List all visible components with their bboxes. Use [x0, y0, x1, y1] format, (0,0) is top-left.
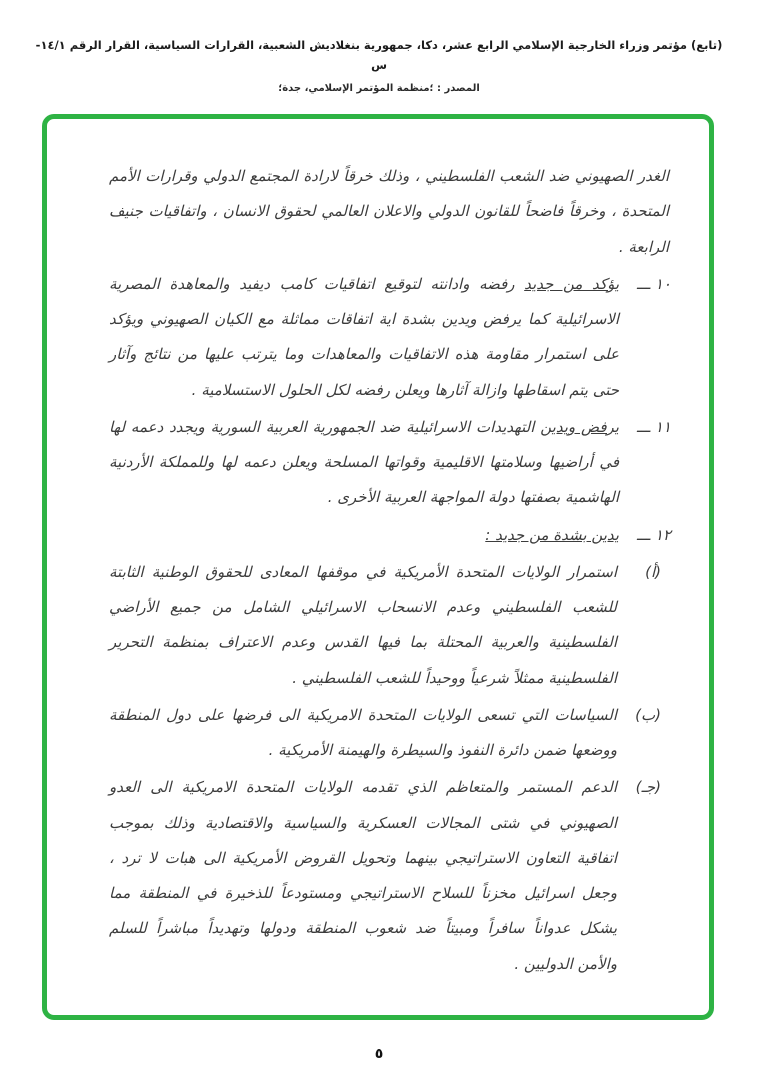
- subitem-label: (ب): [635, 705, 661, 724]
- item-number: ١٢ ـــ: [636, 525, 671, 544]
- subitem-label: (أ): [645, 562, 661, 581]
- item-text: [109, 518, 619, 553]
- scan-content: [47, 119, 709, 982]
- continuation-paragraph: الغدر الصهيوني ضد الشعب الفلسطيني ، وذلك خرقاً لارادة المجتمع الدولي وقرارات الأمم المتحدة ، وخرقاً فاضحاً للقانون الدولي والاعلان العالمي لحقوق الانسان ، واتفاقيات جنيف الرابعة .: [109, 167, 669, 256]
- item-lead-underlined: يرفض ويدين: [540, 417, 619, 436]
- item-number: ١٠ ـــ: [636, 274, 671, 293]
- subitem-text: استمرار الولايات المتحدة الأمريكية في موقفها المعادى للحقوق الوطنية الثابتة للشعب الفلسطيني وعدم الانسحاب الاسرائيلي الشامل من جميع الأراضي الفلسطينية والعربية المحتلة بما فيها القدس وعدم الاعتراف بمنظمة التحرير الفلسطينية ممثلاً شرعياً ووحيداً للشعب الفلسطيني .: [109, 562, 617, 687]
- item-text: [109, 410, 619, 516]
- subitem-label: (جـ): [635, 778, 661, 797]
- subitem-c: [109, 770, 661, 982]
- document-header: [0, 0, 758, 94]
- subitem-a: [109, 555, 661, 696]
- resolution-item-11: [109, 410, 671, 516]
- page-number: ٥: [374, 1046, 384, 1062]
- subitem-b: [109, 698, 661, 769]
- header-source: المصدر : ؛منظمة المؤتمر الإسلامي، جدة؛: [278, 83, 480, 95]
- item-number: ١١ ـــ: [636, 417, 671, 436]
- scan-frame: [42, 114, 714, 1020]
- item-text: [109, 267, 619, 408]
- item-lead-underlined: يدين بشدة من جديد :: [485, 525, 619, 544]
- item-lead-underlined: يؤكد من جديد: [524, 274, 619, 293]
- subitem-text: الدعم المستمر والمتعاظم الذي تقدمه الولايات المتحدة الامريكية الى العدو الصهيوني في شتى المجالات العسكرية والسياسية والاقتصادية وذلك بموجب اتفاقية التعاون الاستراتيجي بينهما وتحويل القروض الأمريكية الى هبات لا ترد ، وجعل اسرائيل مخزناً للسلاح الاستراتيجي ومستودعاً للذخيرة في المنطقة مما يشكل عدواناً سافراً ومبيتاً ضد شعوب المنطقة ودولها وتهديداً مباشراً للسلم والأمن الدوليين .: [109, 778, 617, 973]
- resolution-item-10: [109, 267, 671, 408]
- header-title: (تابع) مؤتمر وزراء الخارجية الإسلامي الرابع عشر، دكا، جمهورية بنغلاديش الشعبية، القرارات السياسية، القرار الرقم ١٤/١- س: [35, 38, 723, 72]
- resolution-item-12: [109, 518, 671, 553]
- item-rest: التهديدات الاسرائيلية ضد الجمهورية العربية السورية ويجدد دعمه لها في أراضيها وسلامتها الاقليمية وقواتها المسلحة ويعلن دعمه لها وللمملكة الأردنية الهاشمية بصفتها دولة المواجهة العربية الأخرى .: [109, 417, 619, 507]
- item-rest: رفضه وادانته لتوقيع اتفاقيات كامب ديفيد والمعاهدة المصرية الاسرائيلية كما يرفض ويدين بشدة اية اتفاقات مماثلة مع الكيان الصهيوني ويؤكد على استمرار مقاومة هذه الاتفاقيات والمعاهدات وما يترتب عليها من نتائج وآثار حتى يتم اسقاطها وازالة آثارها ويعلن رفضه لكل الحلول الاستسلامية .: [109, 274, 619, 399]
- subitem-text: السياسات التي تسعى الولايات المتحدة الامريكية الى فرضها على دول المنطقة ووضعها ضمن دائرة النفوذ والسيطرة والهيمنة الأمريكية .: [109, 705, 617, 759]
